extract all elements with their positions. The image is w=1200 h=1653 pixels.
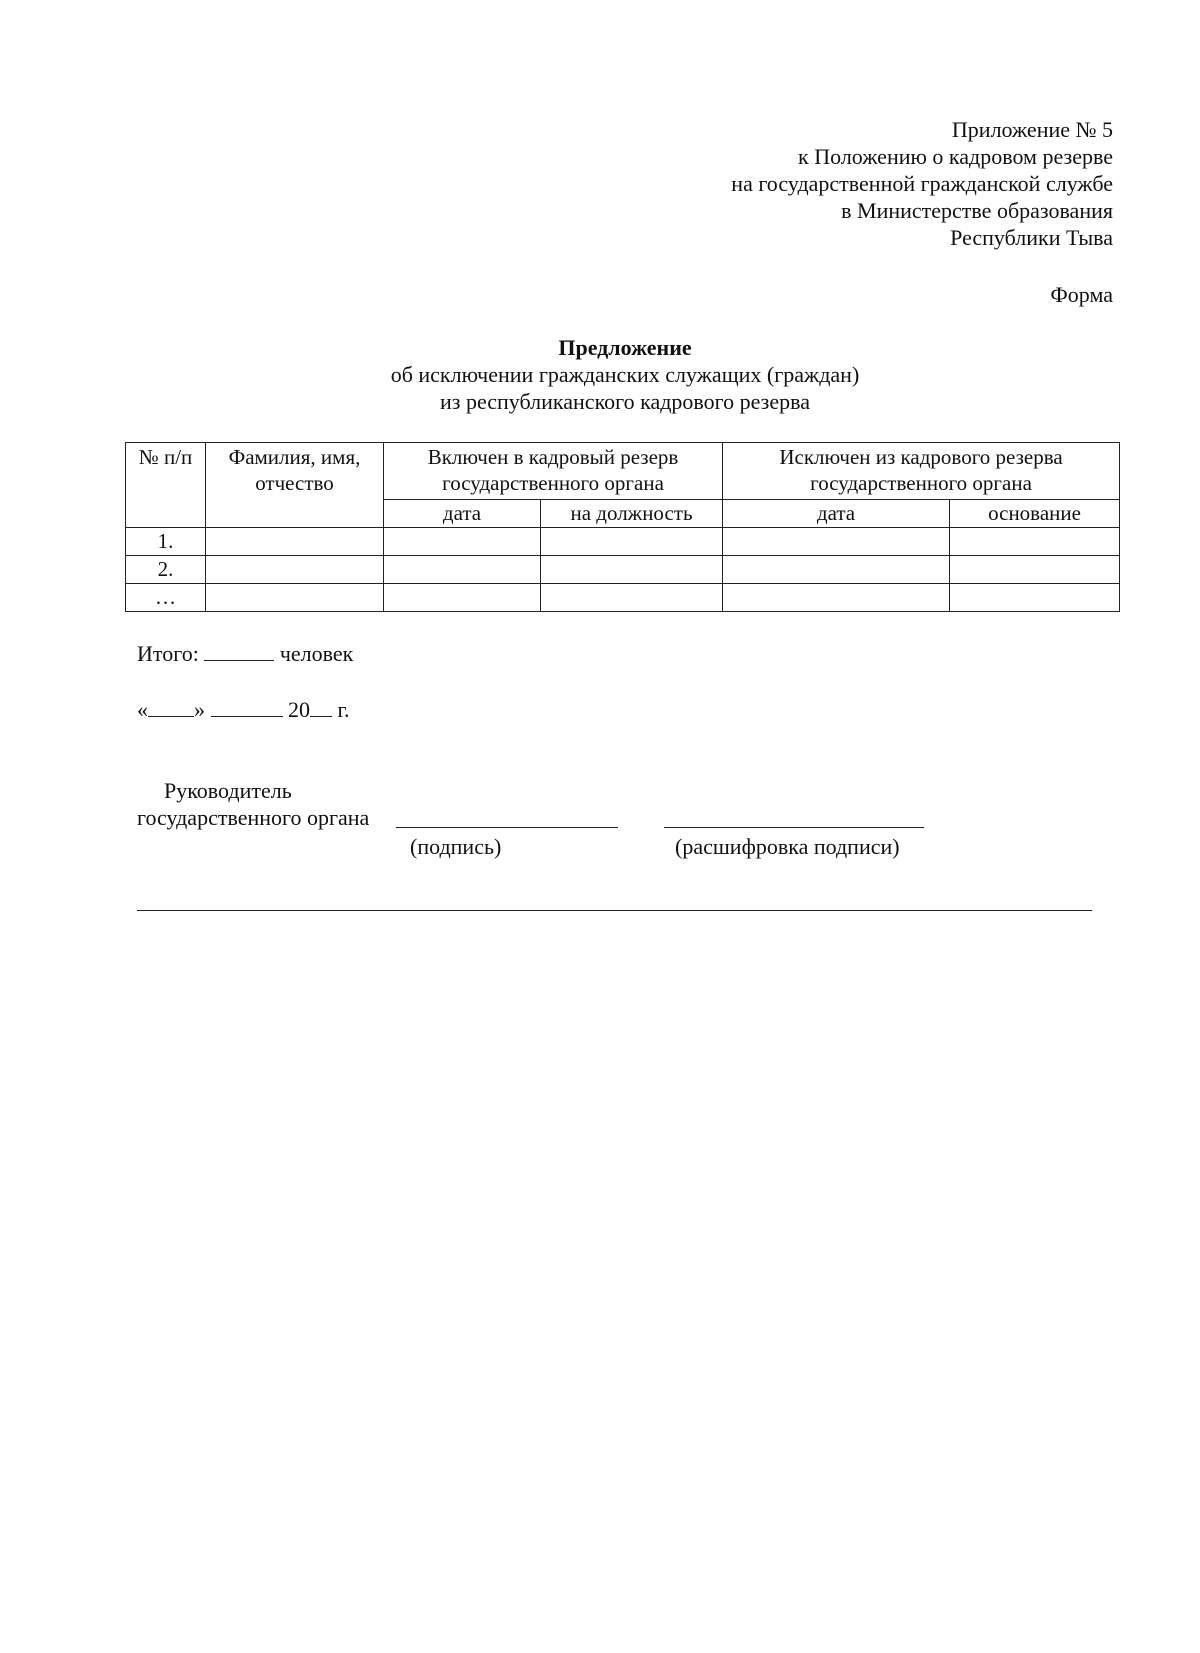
table-cell — [384, 584, 541, 612]
date-open-quote: « — [137, 697, 148, 722]
date-line — [137, 696, 350, 723]
signature-caption: (подпись) — [410, 834, 502, 859]
signature-role-line1: Руководитель — [164, 778, 292, 803]
row-number: … — [126, 584, 206, 612]
total-prefix: Итого: — [137, 641, 199, 666]
document-title — [0, 334, 1200, 415]
table-cell — [950, 584, 1120, 612]
table-cell — [723, 528, 950, 556]
table-cell — [950, 528, 1120, 556]
appendix-line: к Положению о кадровом резерве — [798, 144, 1113, 169]
appendix-header — [731, 116, 1113, 251]
table-cell — [950, 556, 1120, 584]
total-suffix: человек — [279, 641, 354, 666]
subheader-date: дата — [384, 500, 541, 528]
date-year-suffix: г. — [337, 697, 350, 722]
row-number: 2. — [126, 556, 206, 584]
subheader-reason: основание — [950, 500, 1120, 528]
table-cell — [723, 556, 950, 584]
table-cell — [384, 556, 541, 584]
appendix-line: Республики Тыва — [950, 225, 1113, 250]
bottom-divider — [137, 910, 1092, 911]
table-cell — [384, 528, 541, 556]
table-cell — [541, 556, 723, 584]
form-label: Форма — [1050, 282, 1113, 307]
day-blank — [148, 696, 194, 717]
table-row — [126, 584, 1120, 612]
table-row — [126, 556, 1120, 584]
table-cell — [206, 528, 384, 556]
month-blank — [211, 696, 283, 717]
title-main: Предложение — [558, 335, 692, 360]
table-cell — [723, 584, 950, 612]
date-close-quote: » — [194, 697, 205, 722]
table-cell — [541, 584, 723, 612]
header-number: № п/п — [126, 443, 206, 528]
table-row — [126, 528, 1120, 556]
header-included: Включен в кадровый резерв государственного органа — [384, 443, 723, 500]
title-subtitle: из республиканского кадрового резерва — [439, 389, 810, 414]
title-subtitle: об исключении гражданских служащих (граждан) — [390, 362, 860, 387]
appendix-line: в Министерстве образования — [841, 198, 1113, 223]
signature-line — [396, 827, 618, 828]
appendix-line: Приложение № 5 — [951, 117, 1113, 142]
subheader-date: дата — [723, 500, 950, 528]
total-line — [137, 640, 353, 667]
table-cell — [541, 528, 723, 556]
subheader-position: на должность — [541, 500, 723, 528]
header-name: Фамилия, имя, отчество — [206, 443, 384, 528]
table-cell — [206, 556, 384, 584]
signature-decode-caption: (расшифровка подписи) — [675, 834, 900, 859]
signature-role-line2: государственного органа — [137, 805, 370, 830]
exclusion-table — [125, 442, 1120, 612]
year-blank — [310, 696, 332, 717]
date-year: 20 — [288, 697, 310, 722]
appendix-line: на государственной гражданской службе — [731, 171, 1113, 196]
header-excluded: Исключен из кадрового резерва государственного органа — [723, 443, 1120, 500]
signature-decode-line — [664, 827, 924, 828]
row-number: 1. — [126, 528, 206, 556]
total-blank — [204, 640, 274, 661]
table-cell — [206, 584, 384, 612]
